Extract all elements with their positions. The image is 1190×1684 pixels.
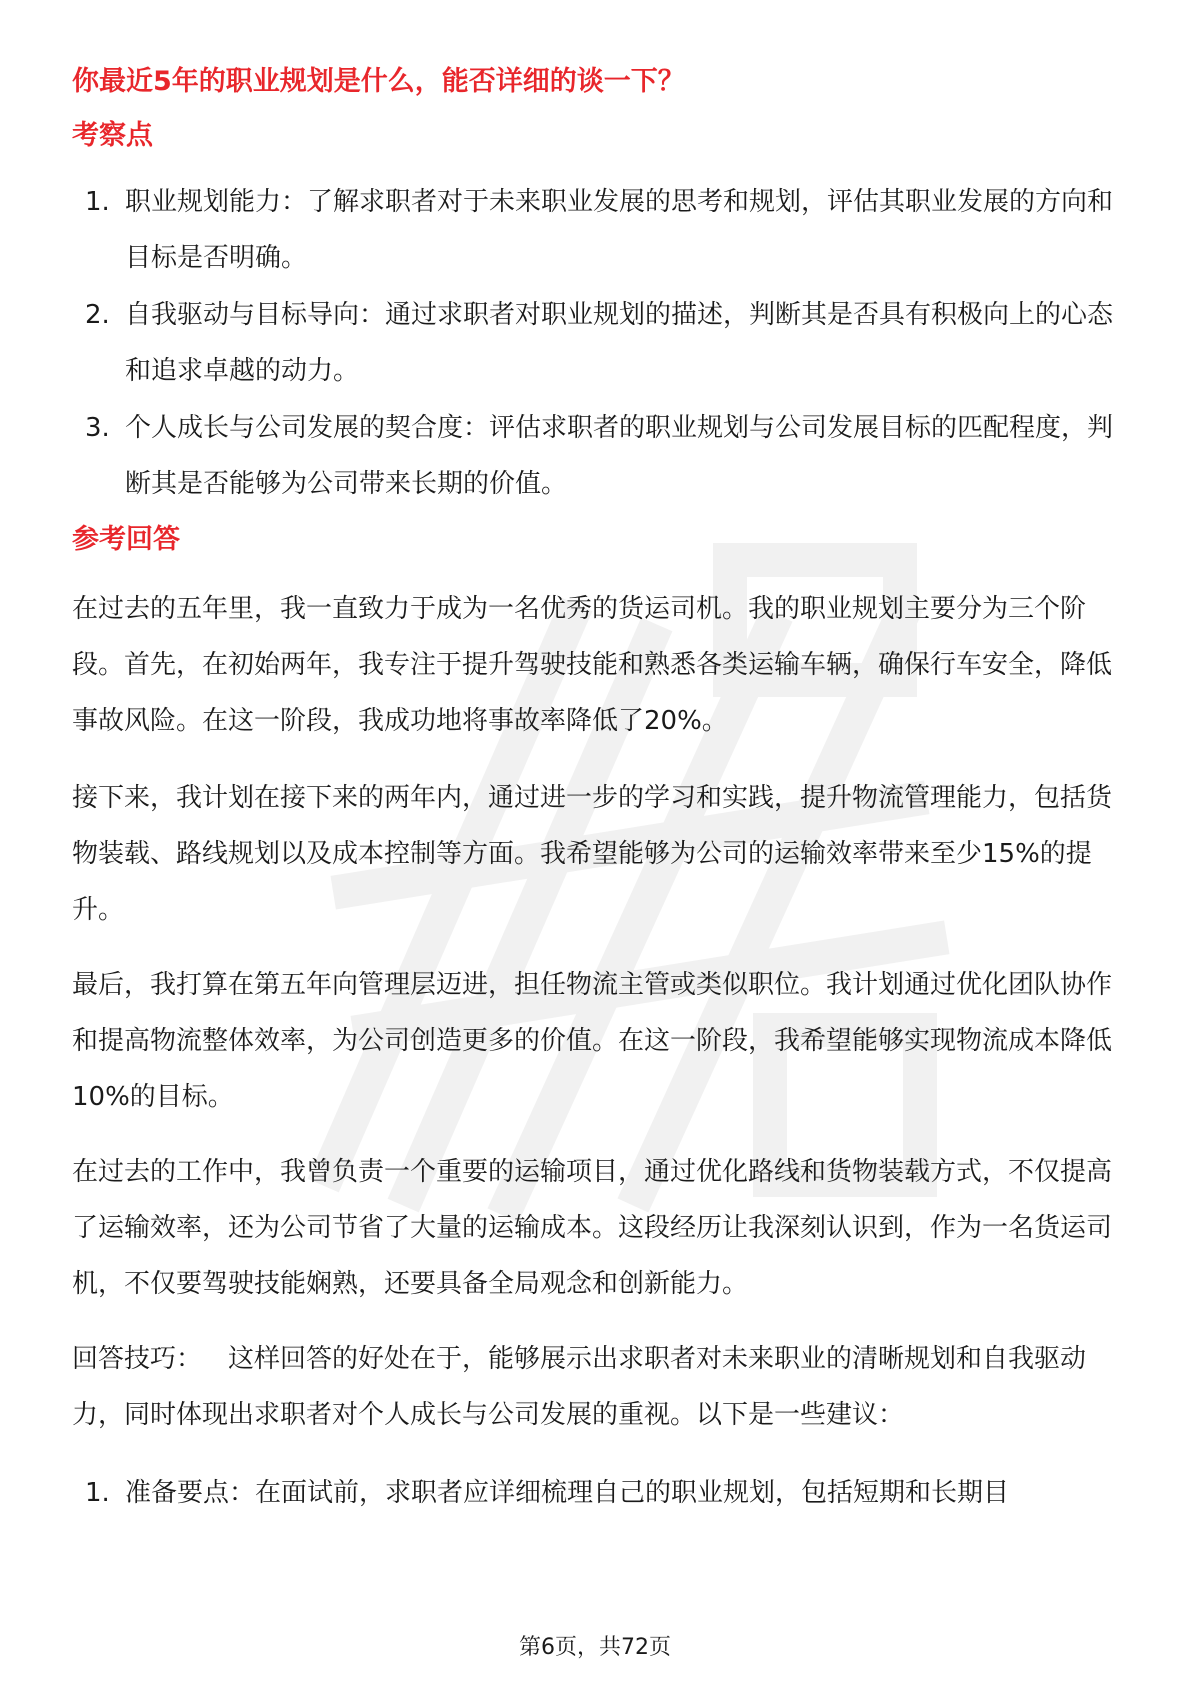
list-item-text: 自我驱动与目标导向：通过求职者对职业规划的描述，判断其是否具有积极向上的心态和追求卓越的动力。 — [125, 300, 1114, 386]
list-item-number: 3. — [85, 413, 110, 443]
list-item-number: 2. — [85, 300, 110, 330]
tips-list — [72, 1465, 1132, 1522]
answer-paragraph: 接下来，我计划在接下来的两年内，通过进一步的学习和实践，提升物流管理能力，包括货物装载、路线规划以及成本控制等方面。我希望能够为公司的运输效率带来至少15%的提升。 — [72, 783, 1113, 925]
list-item — [72, 174, 1132, 286]
list-item-text: 个人成长与公司发展的契合度：评估求职者的职业规划与公司发展目标的匹配程度，判断其是否能够为公司带来长期的价值。 — [125, 413, 1114, 499]
question-title: 你最近5年的职业规划是什么，能否详细的谈一下？ — [72, 66, 685, 97]
list-item — [72, 400, 1132, 512]
answer-paragraph: 在过去的五年里，我一直致力于成为一名优秀的货运司机。我的职业规划主要分为三个阶段。首先，在初始两年，我专注于提升驾驶技能和熟悉各类运输车辆，确保行车安全，降低事故风险。在这一阶段，我成功地将事故率降低了20%。 — [72, 594, 1113, 736]
list-item — [72, 1465, 1132, 1521]
tips-paragraph — [72, 1331, 1132, 1443]
list-item-number: 1. — [85, 1478, 110, 1508]
tips-label: 回答技巧： — [72, 1344, 203, 1374]
list-item-text: 准备要点：在面试前，求职者应详细梳理自己的职业规划，包括短期和长期目 — [125, 1478, 1010, 1508]
list-item-text: 职业规划能力：了解求职者对于未来职业发展的思考和规划，评估其职业发展的方向和目标是否明确。 — [125, 187, 1114, 273]
reference-answer-heading: 参考回答 — [72, 524, 180, 555]
list-item — [72, 287, 1132, 399]
exam-points-heading: 考察点 — [72, 120, 153, 151]
answer-paragraph: 最后，我打算在第五年向管理层迈进，担任物流主管或类似职位。我计划通过优化团队协作和提高物流整体效率，为公司创造更多的价值。在这一阶段，我希望能够实现物流成本降低10%的目标。 — [72, 970, 1113, 1112]
answer-paragraph: 在过去的工作中，我曾负责一个重要的运输项目，通过优化路线和货物装载方式，不仅提高了运输效率，还为公司节省了大量的运输成本。这段经历让我深刻认识到，作为一名货运司机，不仅要驾驶技能娴熟，还要具备全局观念和创新能力。 — [72, 1157, 1113, 1299]
page-footer: 第6页，共72页 — [519, 1635, 671, 1660]
list-item-number: 1. — [85, 187, 110, 217]
tips-text: 这样回答的好处在于，能够展示出求职者对未来职业的清晰规划和自我驱动力，同时体现出求职者对个人成长与公司发展的重视。以下是一些建议： — [72, 1344, 1087, 1430]
exam-points-list — [72, 174, 1132, 513]
